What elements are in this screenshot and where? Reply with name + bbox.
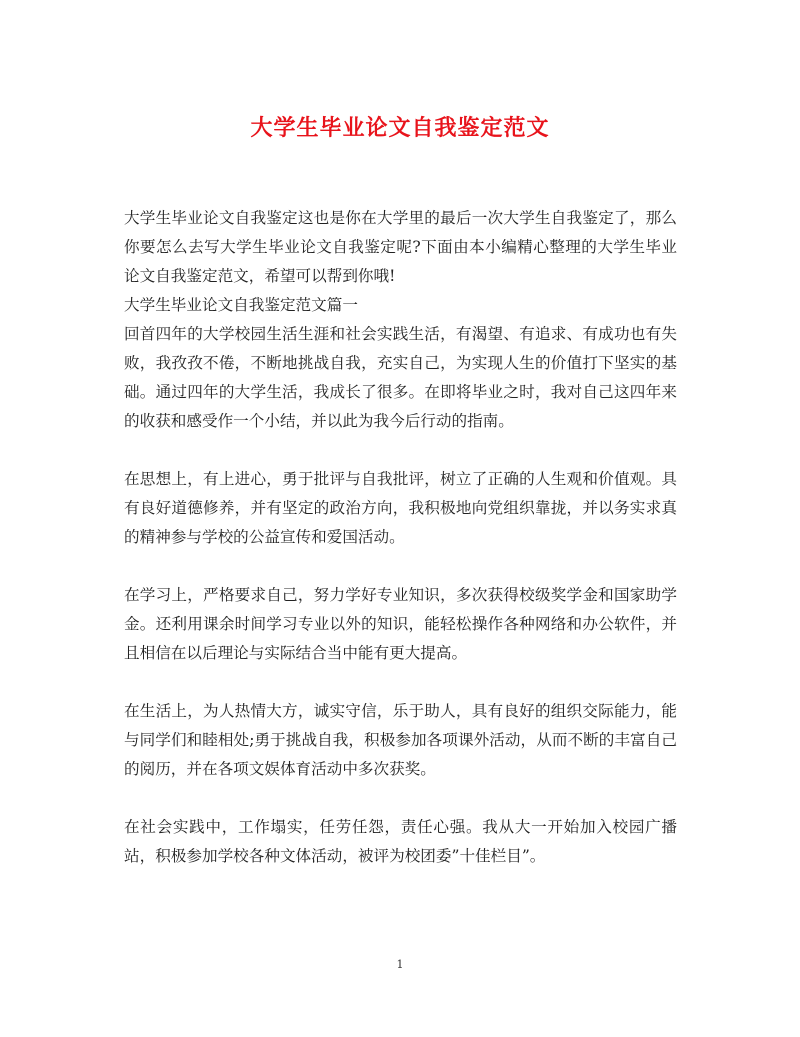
paragraph-gap bbox=[124, 784, 677, 813]
section-heading: 大学生毕业论文自我鉴定范文篇一 bbox=[124, 296, 358, 314]
paragraph-thought: 在思想上，有上进心，勇于批评与自我批评，树立了正确的人生观和价值观。具有良好道德修养，并有坚定的政治方向，我积极地向党组织靠拢，并以务实求真的精神参与学校的公益宣传和爱国活动。 bbox=[124, 470, 677, 546]
paragraph-gap bbox=[124, 552, 677, 581]
page-number: 1 bbox=[396, 958, 404, 971]
document-body bbox=[124, 204, 677, 871]
paragraph-practice: 在社会实践中，工作塌实，任劳任怨，责任心强。我从大一开始加入校园广播站，积极参加学校各种文体活动，被评为校团委”十佳栏目”。 bbox=[124, 818, 677, 865]
paragraph-gap bbox=[124, 668, 677, 697]
paragraph-gap bbox=[124, 436, 677, 465]
paragraph-review: 回首四年的大学校园生活生涯和社会实践生活，有渴望、有追求、有成功也有失败，我孜孜不倦，不断地挑战自我，充实自己，为实现人生的价值打下坚实的基础。通过四年的大学生活，我成长了很多。在即将毕业之时，我对自己这四年来的收获和感受作一个小结，并以此为我今后行动的指南。 bbox=[124, 325, 677, 430]
paragraph-study: 在学习上，严格要求自己，努力学好专业知识，多次获得校级奖学金和国家助学金。还利用课余时间学习专业以外的知识，能轻松操作各种网络和办公软件，并且相信在以后理论与实际结合当中能有更大提高。 bbox=[124, 586, 677, 662]
document-title: 大学生毕业论文自我鉴定范文 bbox=[250, 115, 550, 141]
paragraph-life: 在生活上，为人热情大方，诚实守信，乐于助人，具有良好的组织交际能力，能与同学们和睦相处;勇于挑战自我，积极参加各项课外活动，从而不断的丰富自己的阅历，并在各项文娱体育活动中多次获奖。 bbox=[124, 702, 677, 778]
intro-paragraph: 大学生毕业论文自我鉴定这也是你在大学里的最后一次大学生自我鉴定了，那么你要怎么去写大学生毕业论文自我鉴定呢?下面由本小编精心整理的大学生毕业论文自我鉴定范文，希望可以帮到你哦! bbox=[124, 209, 677, 285]
